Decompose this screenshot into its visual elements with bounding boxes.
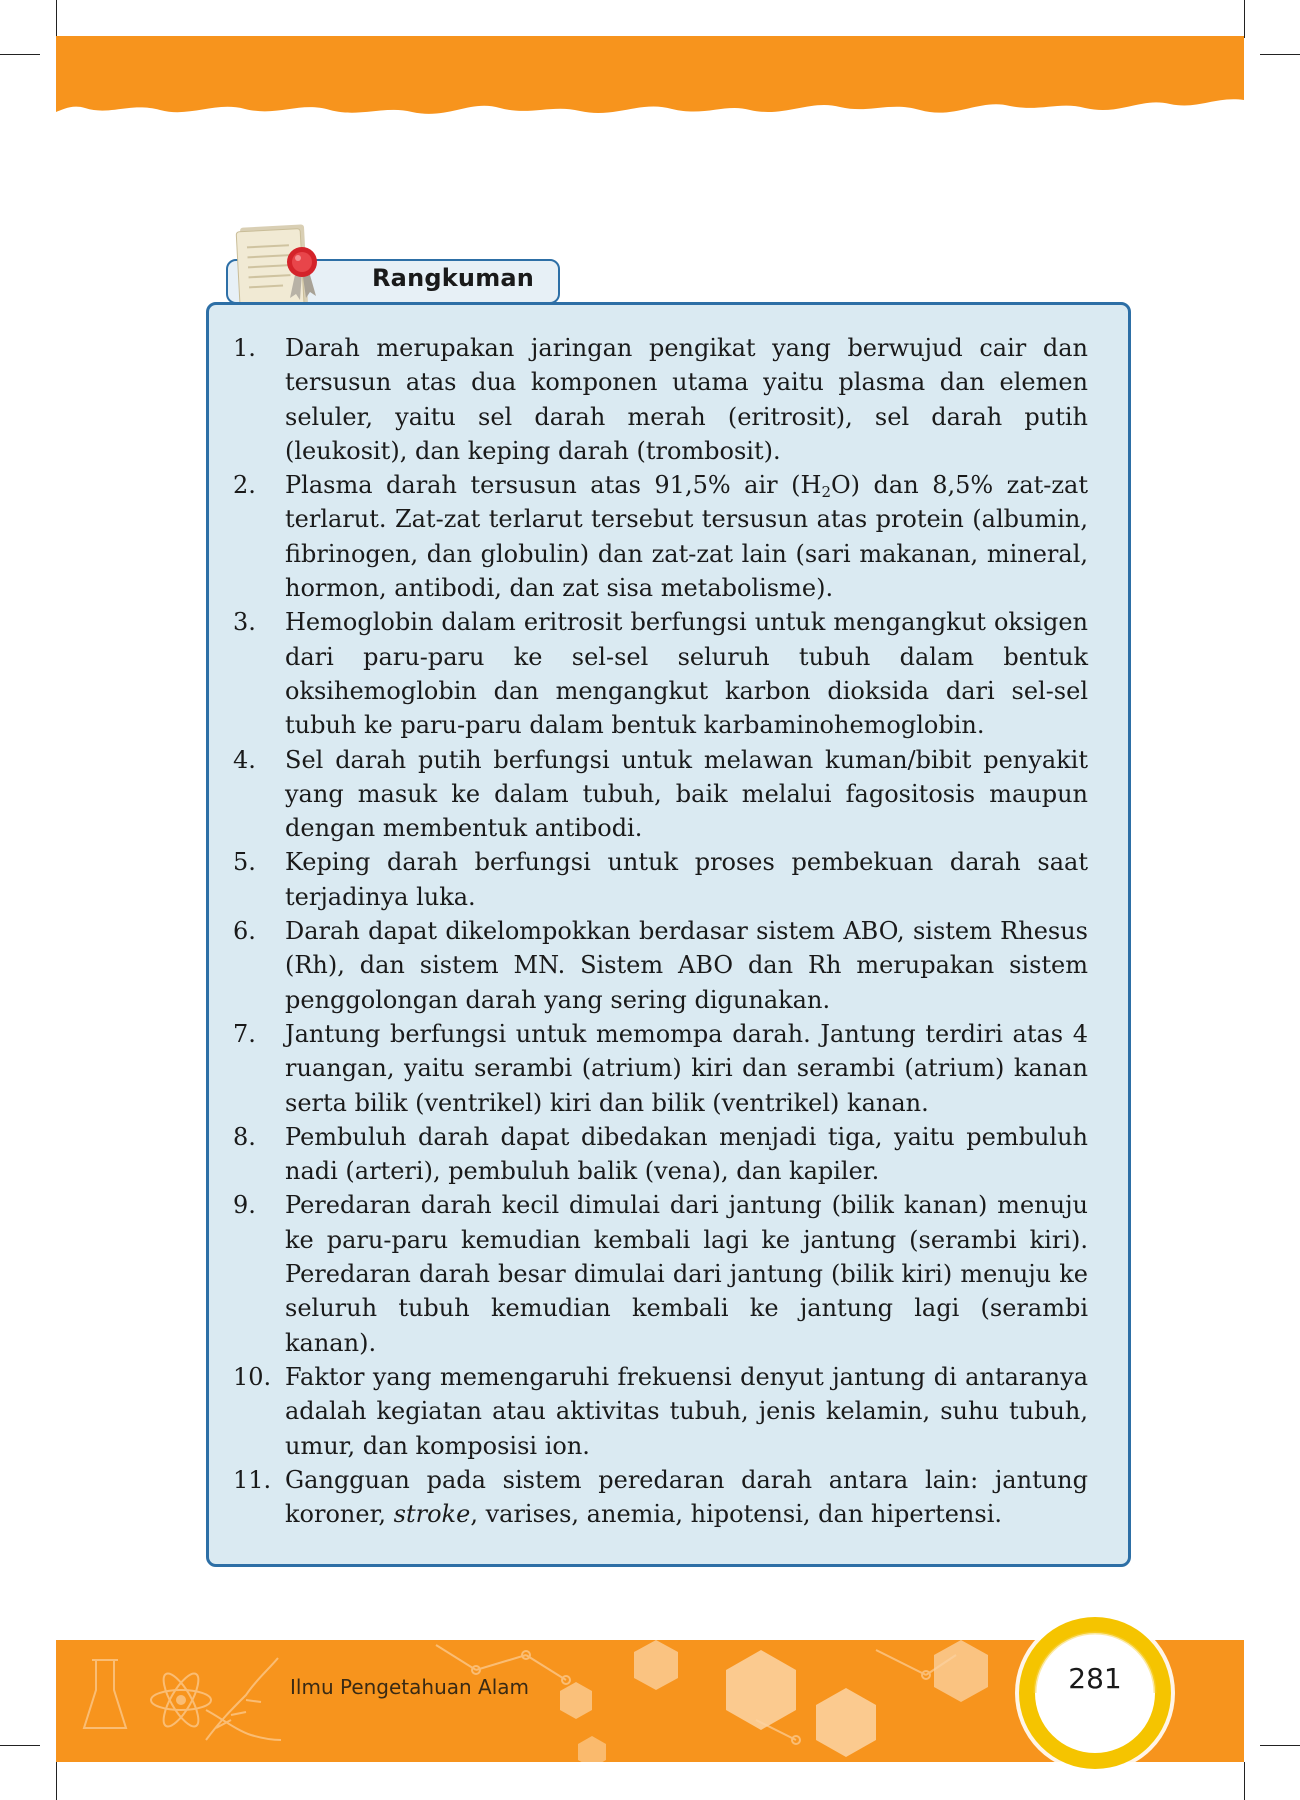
item-number: 5. [233, 848, 256, 877]
summary-title: Rangkuman [372, 264, 535, 292]
item-number: 7. [233, 1019, 256, 1048]
item-text: Hemoglobin dalam eritrosit berfungsi untuk mengangkut oksigen dari paru-paru ke sel-sel seluruh tubuh dalam bentuk oksihemoglobin dan mengangkut karbon dioksida dari sel-sel tubuh ke paru-paru dalam bentuk karbaminohemoglobin. [285, 608, 1088, 740]
emphasis: stroke [393, 1500, 471, 1529]
item-number: 9. [233, 1191, 256, 1220]
list-item [233, 1360, 1088, 1463]
crop-mark [1260, 1745, 1300, 1746]
item-number: 1. [233, 334, 256, 362]
item-text: Pembuluh darah dapat dibedakan menjadi tiga, yaitu pembuluh nadi (arteri), pembuluh balik (vena), dan kapiler. [285, 1122, 1088, 1186]
list-item [233, 1463, 1088, 1532]
item-number: 2. [233, 471, 256, 500]
list-item [233, 331, 1088, 468]
item-number: 3. [233, 608, 256, 637]
list-item [233, 914, 1088, 1017]
crop-mark [0, 1745, 40, 1746]
item-number: 10. [233, 1362, 272, 1391]
item-text: Keping darah berfungsi untuk proses pembekuan darah saat terjadinya luka. [285, 848, 1088, 911]
subject-name: Ilmu Pengetahuan Alam [290, 1675, 530, 1699]
list-item [233, 468, 1088, 605]
item-text: Plasma darah tersusun atas 91,5% air $(H_2O)$ dan 8,5% zat-zat terlarut. Zat-zat terlarut tersebut tersusun atas protein (albumin, fibrinogen, dan globulin) dan zat-zat lain (sari makanan, mineral, hormon, antibodi, dan zat sisa metabolisme). [285, 471, 1088, 603]
crop-mark [1244, 1762, 1245, 1800]
list-item [233, 845, 1088, 914]
hexagon-pattern [560, 1640, 988, 1762]
item-text: Darah dapat dikelompokkan berdasar sistem ABO, sistem Rhesus (Rh), dan sistem MN. Sistem ABO dan Rh merupakan sistem penggolongan darah yang sering digunakan. [285, 917, 1088, 1014]
note-seal-icon [234, 220, 324, 312]
item-number: 11. [233, 1465, 272, 1494]
item-text: Faktor yang memengaruhi frekuensi denyut jantung di antaranya adalah kegiatan atau aktivitas tubuh, jenis kelamin, suhu tubuh, umur, dan komposisi ion. [285, 1362, 1088, 1460]
list-item [233, 1120, 1088, 1189]
crop-mark [56, 1762, 57, 1800]
item-text: Jantung berfungsi untuk memompa darah. Jantung terdiri atas 4 ruangan, yaitu serambi (atrium) kiri dan serambi (atrium) kanan serta bilik (ventrikel) kiri dan bilik (ventrikel) kanan. [285, 1019, 1088, 1117]
item-text: Sel darah putih berfungsi untuk melawan kuman/bibit penyakit yang masuk ke dalam tubuh, baik melalui fagositosis maupun dengan membentuk antibodi. [285, 745, 1088, 843]
item-text: Gangguan pada sistem peredaran darah antara lain: jantung koroner, stroke, varises, anemia, hipotensi, dan hipertensi. [285, 1465, 1088, 1529]
item-number: 4. [233, 745, 256, 774]
summary-list [233, 331, 1088, 1531]
item-number: 6. [233, 917, 256, 946]
list-item [233, 605, 1088, 742]
list-item [233, 743, 1088, 846]
list-item [233, 1017, 1088, 1120]
item-text: Peredaran darah kecil dimulai dari jantung (bilik kanan) menuju ke paru-paru kemudian kembali lagi ke jantung (serambi kiri). Peredaran darah besar dimulai dari jantung (bilik kiri) menuju ke seluruh tubuh kemudian kembali ke jantung lagi (serambi kanan). [285, 1191, 1088, 1357]
item-number: 8. [233, 1122, 256, 1151]
subscript: 2 [821, 483, 831, 502]
molecule-icon [436, 1645, 476, 1670]
list-item [233, 1188, 1088, 1359]
header-banner [0, 0, 1300, 140]
page-number: 281 [1068, 1662, 1122, 1695]
item-text: Darah merupakan jaringan pengikat yang berwujud cair dan tersusun atas dua komponen utama yaitu plasma dan elemen seluler, yaitu sel darah merah (eritrosit), sel darah putih (leukosit), dan keping darah (trombosit). [285, 334, 1088, 465]
flask-icon [84, 1660, 126, 1728]
